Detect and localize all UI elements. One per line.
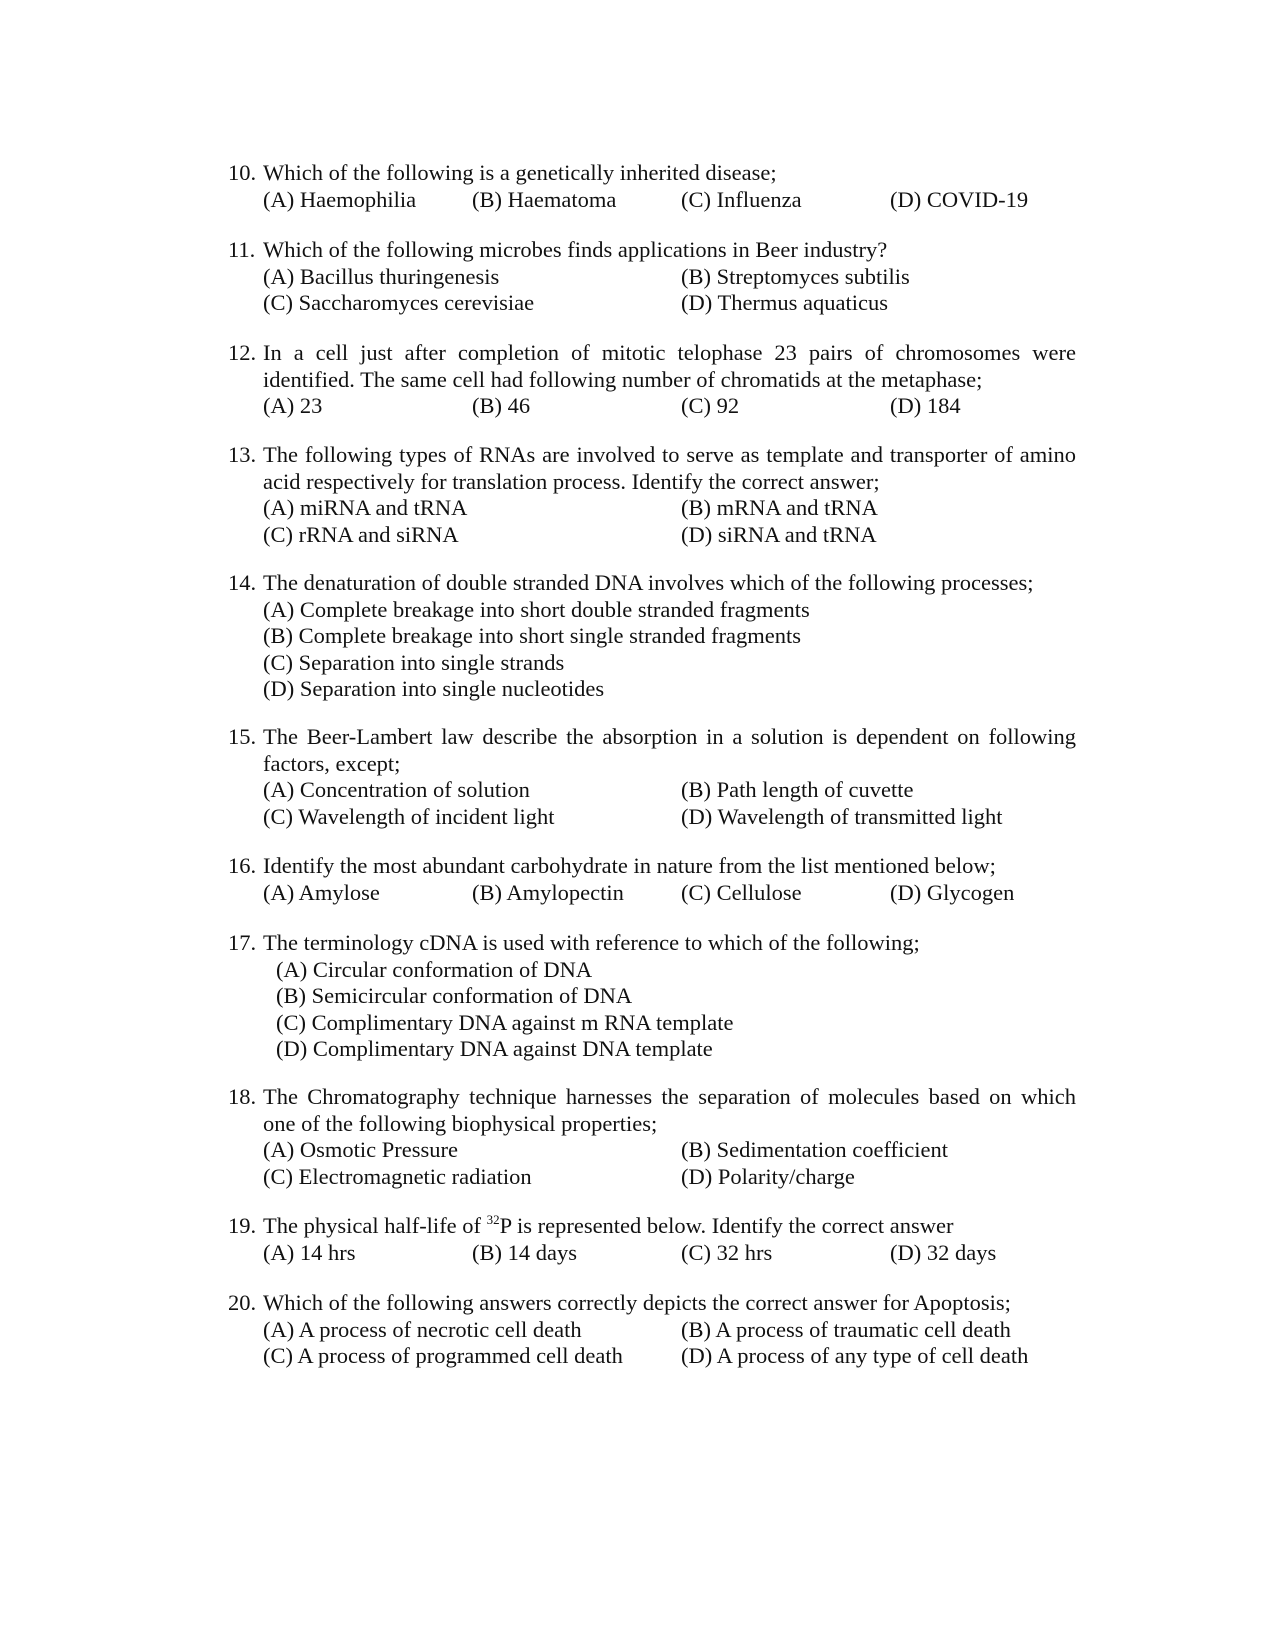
option-c: (C) Influenza bbox=[681, 186, 802, 212]
question-text: The denaturation of double stranded DNA involves which of the following processes; bbox=[263, 570, 1034, 595]
question-text: The terminology cDNA is used with reference to which of the following; bbox=[263, 930, 920, 955]
question-text: In a cell just after completion of mitotic telophase 23 pairs of chromosomes were identified. The same cell had following number of chromatids at the metaphase; bbox=[263, 340, 1076, 392]
option-d: (D) Thermus aquaticus bbox=[681, 290, 889, 316]
option-b: (B) 14 days bbox=[472, 1239, 577, 1265]
question-text: Which of the following answers correctly depicts the correct answer for Apoptosis; bbox=[263, 1290, 1011, 1315]
option-a: (A) Amylose bbox=[263, 879, 380, 905]
option-c: (C) Complimentary DNA against m RNA template bbox=[276, 1009, 734, 1035]
option-a: (A) Haemophilia bbox=[263, 186, 417, 212]
option-c: (C) Wavelength of incident light bbox=[263, 803, 555, 829]
question-number: 19. bbox=[228, 1213, 257, 1238]
option-b: (B) Streptomyces subtilis bbox=[681, 263, 910, 289]
question-16 bbox=[228, 853, 1076, 906]
option-b: (B) mRNA and tRNA bbox=[681, 495, 878, 521]
options bbox=[263, 1137, 1076, 1190]
question-text: Which of the following microbes finds applications in Beer industry? bbox=[263, 237, 888, 262]
option-a: (A) A process of necrotic cell death bbox=[263, 1316, 582, 1342]
question-11 bbox=[228, 237, 1076, 317]
options bbox=[263, 1240, 1076, 1267]
question-13 bbox=[228, 442, 1076, 548]
options bbox=[263, 495, 1076, 548]
option-b: (B) 46 bbox=[472, 393, 531, 419]
question-17 bbox=[228, 930, 1076, 1063]
question-number: 12. bbox=[228, 340, 257, 365]
option-c: (C) Electromagnetic radiation bbox=[263, 1163, 532, 1189]
option-d: (D) A process of any type of cell death bbox=[681, 1343, 1029, 1369]
question-number: 15. bbox=[228, 724, 257, 749]
option-a: (A) Circular conformation of DNA bbox=[276, 956, 593, 982]
option-a: (A) Complete breakage into short double stranded fragments bbox=[263, 596, 810, 622]
option-c: (C) Separation into single strands bbox=[263, 649, 565, 675]
question-number: 20. bbox=[228, 1290, 257, 1315]
question-number: 17. bbox=[228, 930, 257, 955]
option-a: (A) miRNA and tRNA bbox=[263, 495, 468, 521]
question-number: 13. bbox=[228, 442, 257, 467]
option-c: (C) 32 hrs bbox=[681, 1239, 773, 1265]
question-text: The Beer-Lambert law describe the absorption in a solution is dependent on following factors, except; bbox=[263, 724, 1076, 776]
option-a: (A) Osmotic Pressure bbox=[263, 1137, 458, 1163]
question-18 bbox=[228, 1084, 1076, 1190]
option-b: (B) A process of traumatic cell death bbox=[681, 1316, 1011, 1342]
option-b: (B) Haematoma bbox=[472, 186, 617, 212]
option-d: (D) 32 days bbox=[890, 1239, 997, 1265]
option-c: (C) rRNA and siRNA bbox=[263, 521, 459, 547]
option-d: (D) siRNA and tRNA bbox=[681, 521, 877, 547]
options bbox=[263, 777, 1076, 830]
option-b: (B) Path length of cuvette bbox=[681, 777, 914, 803]
question-text: Identify the most abundant carbohydrate in nature from the list mentioned below; bbox=[263, 853, 996, 878]
question-10 bbox=[228, 160, 1076, 213]
question-14 bbox=[228, 570, 1076, 703]
option-c: (C) Cellulose bbox=[681, 879, 802, 905]
option-a: (A) 14 hrs bbox=[263, 1239, 356, 1265]
options bbox=[263, 597, 1076, 703]
question-text bbox=[263, 1213, 1076, 1240]
question-number: 14. bbox=[228, 570, 257, 595]
option-d: (D) Glycogen bbox=[890, 879, 1015, 905]
question-number: 18. bbox=[228, 1084, 257, 1109]
question-text: The following types of RNAs are involved to serve as template and transporter of amino acid respectively for translation process. Identify the correct answer; bbox=[263, 442, 1076, 494]
question-text-before: The physical half-life of bbox=[263, 1213, 487, 1238]
option-d: (D) Polarity/charge bbox=[681, 1163, 855, 1189]
options bbox=[263, 264, 1076, 317]
question-text-after: P is represented below. Identify the correct answer bbox=[499, 1213, 954, 1238]
question-number: 16. bbox=[228, 853, 257, 878]
option-c: (C) Saccharomyces cerevisiae bbox=[263, 290, 535, 316]
question-20 bbox=[228, 1290, 1076, 1370]
question-number: 10. bbox=[228, 160, 257, 185]
options bbox=[263, 187, 1076, 214]
option-a: (A) 23 bbox=[263, 393, 323, 419]
options bbox=[276, 957, 1076, 1063]
option-c: (C) A process of programmed cell death bbox=[263, 1343, 623, 1369]
option-a: (A) Concentration of solution bbox=[263, 777, 530, 803]
options bbox=[263, 393, 1076, 420]
option-a: (A) Bacillus thuringenesis bbox=[263, 263, 500, 289]
option-b: (B) Semicircular conformation of DNA bbox=[276, 983, 633, 1009]
option-c: (C) 92 bbox=[681, 393, 740, 419]
question-text: Which of the following is a genetically inherited disease; bbox=[263, 160, 777, 185]
question-19 bbox=[228, 1213, 1076, 1266]
option-d: (D) Complimentary DNA against DNA template bbox=[276, 1036, 713, 1062]
options bbox=[263, 880, 1076, 907]
isotope-mass-number: 32 bbox=[486, 1212, 500, 1227]
option-b: (B) Sedimentation coefficient bbox=[681, 1137, 949, 1163]
option-b: (B) Amylopectin bbox=[472, 879, 624, 905]
options bbox=[263, 1317, 1076, 1370]
question-15 bbox=[228, 724, 1076, 830]
option-d: (D) Separation into single nucleotides bbox=[263, 676, 605, 702]
option-d: (D) COVID-19 bbox=[890, 186, 1029, 212]
question-number: 11. bbox=[228, 237, 256, 262]
option-b: (B) Complete breakage into short single stranded fragments bbox=[263, 623, 801, 649]
question-12 bbox=[228, 340, 1076, 420]
option-d: (D) Wavelength of transmitted light bbox=[681, 803, 1003, 829]
question-text: The Chromatography technique harnesses the separation of molecules based on which one of the following biophysical properties; bbox=[263, 1084, 1076, 1136]
option-d: (D) 184 bbox=[890, 393, 961, 419]
